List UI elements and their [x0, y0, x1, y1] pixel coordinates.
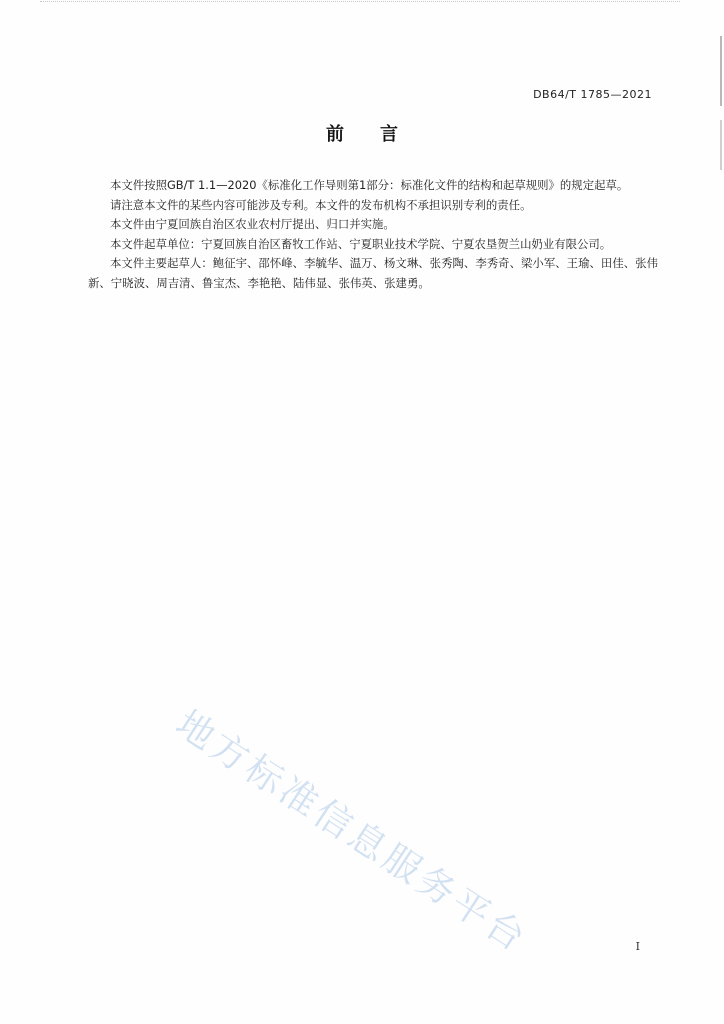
foreword-body [88, 176, 658, 294]
page-number: I [635, 940, 640, 953]
paragraph-drafting-units: 本文件起草单位：宁夏回族自治区畜牧工作站、宁夏职业技术学院、宁夏农垦贺兰山奶业有限公司。 [110, 236, 612, 251]
paragraph-proposer: 本文件由宁夏回族自治区农业农村厅提出、归口并实施。 [110, 217, 395, 232]
paragraph-drafting-rules: 本文件按照GB/T 1.1—2020《标准化工作导则第1部分：标准化文件的结构和起草规则》的规定起草。 [110, 178, 629, 192]
scan-edge-mark [720, 36, 722, 106]
section-title: 前言 [326, 124, 434, 145]
document-number: DB64/T 1785—2021 [533, 88, 652, 101]
scan-top-border [40, 1, 680, 3]
paragraph-drafters: 本文件主要起草人：鲍征宇、邵怀峰、李毓华、温万、杨文琳、张秀陶、李秀奇、梁小军、王瑜、田佳、张伟新、宁晓波、周吉清、鲁宝杰、李艳艳、陆伟显、张伟英、张建勇。 [88, 256, 658, 290]
paragraph-patent-notice: 请注意本文件的某些内容可能涉及专利。本文件的发布机构不承担识别专利的责任。 [110, 197, 532, 212]
watermark: 地方标准信息服务平台 [168, 701, 536, 962]
